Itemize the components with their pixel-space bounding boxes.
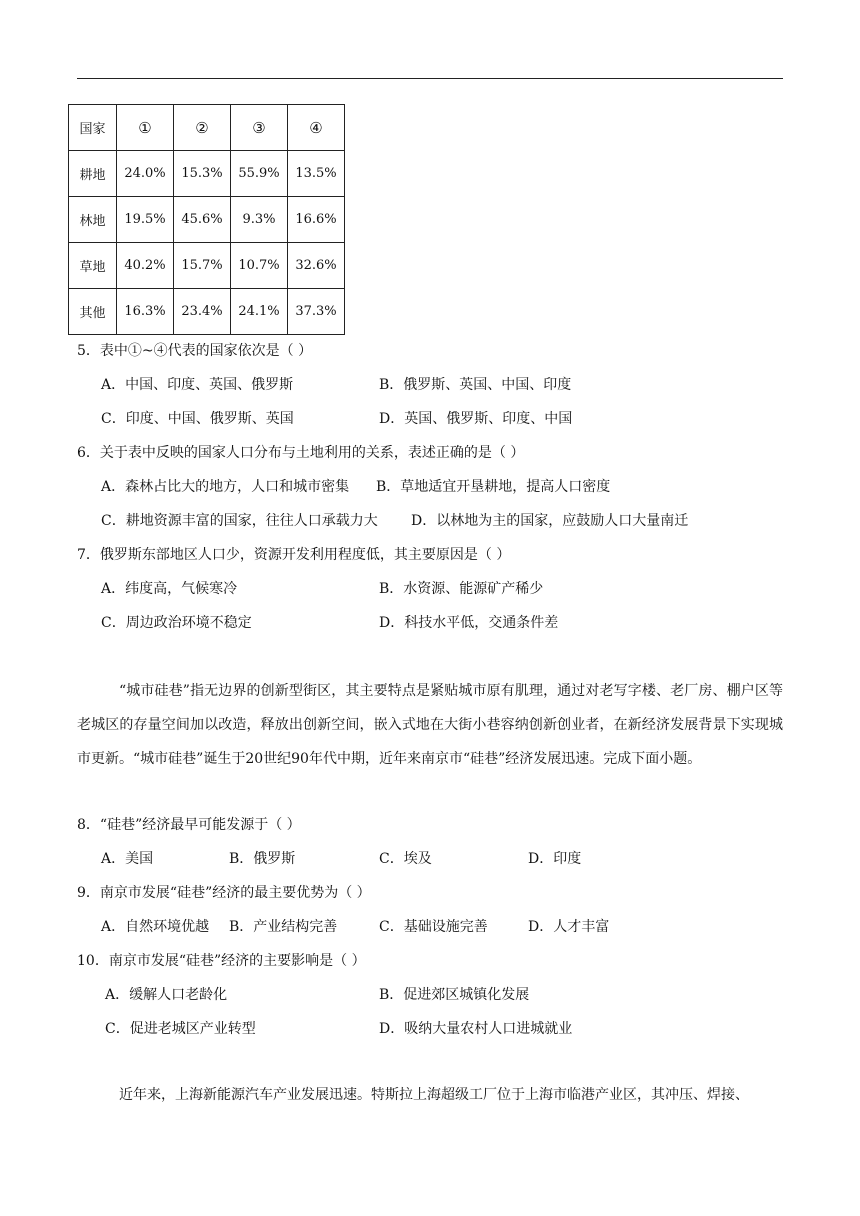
table-row [69,289,345,335]
table-header-cell: ③ [231,105,288,151]
table-row [69,197,345,243]
table-cell: 15.7% [174,243,231,289]
table-cell: 13.5% [288,151,345,197]
table-cell: 45.6% [174,197,231,243]
table-cell: 15.3% [174,151,231,197]
question-6-option-d: D．以林地为主的国家，应鼓励人口大量南迁 [411,513,689,529]
table-header-cell: ① [117,105,174,151]
table-cell: 10.7% [231,243,288,289]
table-row [69,243,345,289]
table-cell: 16.3% [117,289,174,335]
question-5-option-b: B．俄罗斯、英国、中国、印度 [379,377,572,393]
table-row [69,151,345,197]
table-header-cell: ④ [288,105,345,151]
table-cell: 32.6% [288,243,345,289]
table-header-row [69,105,345,151]
question-7-option-c: C．周边政治环境不稳定 [101,615,252,631]
row-label: 草地 [69,243,117,289]
table-header-cell: 国家 [69,105,117,151]
question-8-option-b: B．俄罗斯 [229,851,296,867]
question-7-option-d: D．科技水平低，交通条件差 [379,615,559,631]
question-7-stem: 7．俄罗斯东部地区人口少，资源开发利用程度低，其主要原因是（ ） [77,547,511,563]
question-9-option-d: D．人才丰富 [528,919,610,935]
table-cell: 19.5% [117,197,174,243]
table-cell: 37.3% [288,289,345,335]
question-5-option-c: C．印度、中国、俄罗斯、英国 [101,411,294,427]
question-8-option-a: A．美国 [101,851,154,867]
passage-silicon-alley-text: “城市硅巷”指无边界的创新型街区，其主要特点是紧贴城市原有肌理，通过对老写字楼、老厂房、棚户区等老城区的存量空间加以改造，释放出创新空间，嵌入式地在大街小巷容纳创新创业者，在新经济发展背景下实现城市更新。“城市硅巷”诞生于20世纪90年代中期，近年来南京市“硅巷”经济发展迅速。完成下面小题。 [77,683,783,767]
table-cell: 40.2% [117,243,174,289]
question-6-stem: 6．关于表中反映的国家人口分布与土地利用的关系，表述正确的是（ ） [77,445,525,461]
question-6-option-b: B．草地适宜开垦耕地，提高人口密度 [376,479,611,495]
question-8-stem: 8．“硅巷”经济最早可能发源于（ ） [77,817,301,833]
question-9-stem: 9．南京市发展“硅巷”经济的最主要优势为（ ） [77,885,371,901]
question-10-option-a: A．缓解人口老龄化 [105,987,228,1003]
question-10-option-b: B．促进郊区城镇化发展 [379,987,530,1003]
question-7-option-a: A．纬度高，气候寒冷 [101,581,238,597]
table-header-cell: ② [174,105,231,151]
table-cell: 9.3% [231,197,288,243]
table-cell: 24.1% [231,289,288,335]
passage-shanghai-ev: 近年来，上海新能源汽车产业发展迅速。特斯拉上海超级工厂位于上海市临港产业区，其冲压、焊接、 [119,1087,749,1103]
question-7-option-b: B．水资源、能源矿产稀少 [379,581,544,597]
land-use-table [68,104,345,335]
question-5-option-a: A．中国、印度、英国、俄罗斯 [101,377,294,393]
question-9-option-b: B．产业结构完善 [229,919,338,935]
passage-silicon-alley [77,674,783,776]
header-rule [77,78,783,79]
row-label: 其他 [69,289,117,335]
question-10-option-c: C．促进老城区产业转型 [105,1021,256,1037]
table-cell: 23.4% [174,289,231,335]
question-10-stem: 10．南京市发展“硅巷”经济的主要影响是（ ） [77,953,366,969]
row-label: 耕地 [69,151,117,197]
table-cell: 24.0% [117,151,174,197]
question-8-option-d: D．印度 [528,851,582,867]
question-8-option-c: C．埃及 [379,851,432,867]
row-label: 林地 [69,197,117,243]
question-6-option-c: C．耕地资源丰富的国家，往往人口承载力大 [101,513,378,529]
question-9-option-a: A．自然环境优越 [101,919,210,935]
question-10-option-d: D．吸纳大量农村人口进城就业 [379,1021,573,1037]
question-5-option-d: D．英国、俄罗斯、印度、中国 [379,411,573,427]
question-5-stem: 5．表中①~④代表的国家依次是（ ） [77,343,313,359]
table-cell: 16.6% [288,197,345,243]
table-cell: 55.9% [231,151,288,197]
question-9-option-c: C．基础设施完善 [379,919,488,935]
question-6-option-a: A．森林占比大的地方，人口和城市密集 [101,479,350,495]
